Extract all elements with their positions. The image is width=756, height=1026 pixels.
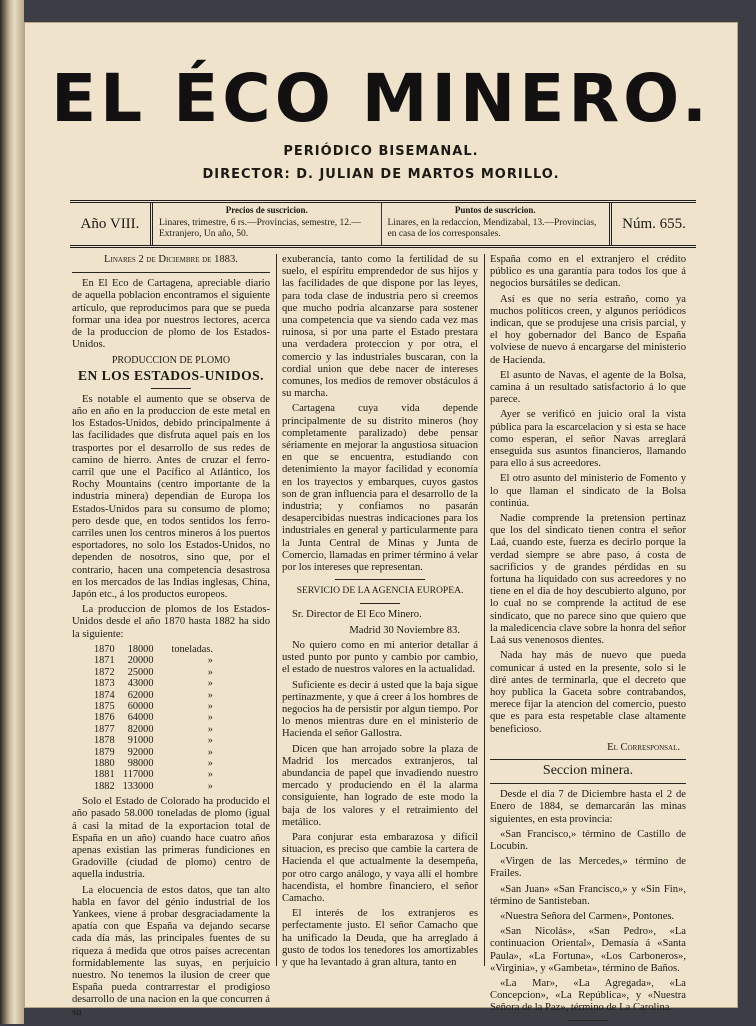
table-row — [94, 724, 221, 735]
letter-paragraph: El asunto de Navas, el agente de la Bolsa, camina á un resultado satisfactorio á lo que parece. — [490, 369, 686, 406]
place-date: Madrid 30 Noviembre 83. — [349, 624, 460, 636]
subscription-points — [381, 203, 610, 245]
mines-paragraph: «La Mar», «La Agregada», «La Concepcion», «La República», y «Nuestra Señora de la Paz», término de La Carolina. — [490, 977, 686, 1014]
year-cell: 1873 — [94, 678, 115, 690]
value-cell: 98000 — [127, 757, 154, 769]
table-row — [94, 781, 221, 792]
ditto-cell: » — [207, 746, 213, 758]
year-cell: 1880 — [94, 757, 115, 769]
table-row — [94, 701, 221, 712]
letter-paragraph: Así es que no seria estraño, como ya muchos políticos creen, y algunos periódicos indican, que se produjese una crisis parcial, y el hoy gobernador del Banco de España volviese de nuevo á encargarse del ministerio de Hacienda. — [490, 293, 686, 366]
article-paragraph: Es notable el aumento que se observa de año en año en la produccion de este metal en los Estados-Unidos, debido principalmente á las facilidades que disfruta aquel país en los trasportes por el desarrollo de sus redes de camino de hierro. Antes de cruzar el ferro-carril que une el Pacífico al Atlántico, los Rochy Mountains (centro importante de la industria minera) dependian de Europa los Estados-Unidos para su consumo de plomo; pero desde que, en todos sentidos los ferro-carriles unen los centros mineros á los puertos esportadores, no solo los Estados-Unidos, no dependen de nosotros, sino que, por el contrario, hacen una competencia desastrosa en los mercados de las Indias inglesas, China, Japón etc., á los productos europeos. — [72, 393, 270, 601]
year-cell: 1876 — [94, 712, 115, 724]
divider — [360, 603, 400, 604]
year-cell: 1872 — [94, 666, 115, 678]
signature: El Corresponsal. — [607, 741, 680, 753]
column-1 — [72, 254, 270, 1022]
ditto-cell: » — [207, 712, 213, 724]
mines-paragraph: «San Juan» «San Francisco,» y «Sin Fin», término de Santisteban. — [490, 883, 686, 907]
value-cell: 91000 — [127, 735, 154, 747]
service-heading: SERVICIO DE LA AGENCIA EUROPEA. — [296, 585, 464, 597]
divider — [151, 388, 191, 389]
newspaper-page — [24, 22, 738, 1018]
letter-paragraph: Nada hay más de nuevo que pueda comunicar á usted en la presente, solo si le diré antes de terminarla, que el decreto que hoy publica la Gaceta sobre contrabandos, merece fijar la atencion del comercio, puesto que es para esta respetable clase altamente beneficioso. — [490, 650, 686, 735]
mines-paragraph: «San Francisco,» término de Castillo de Locubin. — [490, 828, 686, 852]
newspaper-title: EL ÉCO MINERO. — [51, 60, 711, 137]
value-cell: 43000 — [127, 678, 154, 690]
article-paragraph: Solo el Estado de Colorado ha producido el año pasado 58.000 toneladas de plomo (igual á casi la mitad de la exportacion total de España en un año) cuando hace cuatro años apenas existian las primeras fundiciones en Gradoville (ciudad de plomo) centro de aquella industria. — [72, 796, 270, 881]
ditto-cell: » — [207, 678, 213, 690]
newspaper-subtitle: PERIÓDICO BISEMANAL. — [283, 144, 479, 159]
letter-paragraph: España como en el extranjero el crédito público es una garantía para todos los que á negocios bursátiles se dedican. — [490, 254, 686, 290]
ditto-cell: » — [207, 757, 213, 769]
year-label: Año VIII. — [70, 203, 153, 245]
letter-paragraph: Ayer se verificó en juicio oral la vista pública para la escarcelacion y si esta se hace como esperan, el señor Navas arreglará enseguida sus asuntos financieros, llamando para ello á sus acreedores. — [490, 409, 686, 470]
mines-paragraph: Desde el dia 7 de Diciembre hasta el 2 de Enero de 1884, se demarcarán las minas siguientes, en esta provincia: — [490, 789, 686, 825]
article-paragraph: La produccion de plomos de los Estados-Unidos desde el año 1870 hasta 1882 ha sido la siguiente: — [72, 604, 270, 640]
ditto-cell: » — [207, 700, 213, 712]
mines-paragraph: «San Nicolás», «San Pedro», «La continuacion Oriental», Demasía á «Santa Paula», «La Fortuna», «Los Carboneros», «Virginia», y «Gambeta», término de Baños. — [490, 926, 686, 974]
article-paragraph: La elocuencia de estos datos, que tan alto habla en favor del génio industrial de los Yankees, viene á probar desgraciadamente la apatía con que España va dejando secarse cada día más, las principales fuentes de su riqueza á medida que otros países acrecentan formidablemente las suyas, en perjuicio nuestro. No tenemos la ilusion de creer que España pueda contrarrestar el prodigioso desarrollo de una nacion en la que concurren á su — [72, 884, 270, 1018]
table-row — [94, 747, 221, 758]
ditto-cell: » — [207, 655, 213, 667]
letter-paragraph: No quiero como en mi anterior detallar á usted punto por punto y cambio por cambio, el estado de nuestros valores en la actualidad. — [282, 639, 478, 676]
prices-heading: Precios de suscricion. — [225, 205, 308, 215]
column-rule — [484, 254, 485, 966]
intro-paragraph: En El Eco de Cartagena, apreciable diario de aquella poblacion encontramos el siguiente artículo, que reproducimos para que se pueda formar una idea por nuestros lectores, acerca de la produccion de plomo de los Estados-Unidos. — [72, 278, 270, 351]
year-cell: 1874 — [94, 689, 115, 701]
production-table — [94, 644, 221, 792]
subscription-prices — [153, 203, 381, 245]
ditto-cell: » — [207, 666, 213, 678]
value-cell: 64000 — [127, 712, 154, 724]
letter-paragraph: Nadie comprende la pretension pertinaz que los del sindicato tienen contra el señor Laá, cuando este, fuerza es decirlo porque la verdad siempre se abre paso, á costa de sacrificios y de grandes pérdidas en su fortuna ha liquidado con sus acreedores y no tiene en el dia de hoy descubierto alguno, por lo cual no se comprende la actitud de ese sindicato, que no parece sino que quiero que la maledicencia clave sobre la honra del señor Laá sus venenosos dientes. — [490, 513, 686, 647]
info-bar — [70, 200, 696, 248]
salutation: Sr. Director de El Eco Minero. — [292, 609, 422, 621]
value-cell: 117000 — [122, 769, 154, 781]
points-text: Linares, en la redaccion, Mendizabal, 13.—Provincias, en casa de los corresponsales. — [387, 218, 597, 239]
director-line: DIRECTOR: D. JULIAN DE MARTOS MORILLO. — [202, 167, 560, 182]
value-cell: 133000 — [122, 780, 154, 792]
ditto-cell: » — [207, 769, 213, 781]
table-row — [94, 735, 221, 746]
value-cell: 92000 — [127, 746, 154, 758]
year-cell: 1870 — [94, 643, 115, 655]
value-cell: 20000 — [127, 655, 154, 667]
table-row — [94, 678, 221, 689]
ditto-cell: » — [207, 735, 213, 747]
table-row — [94, 769, 221, 780]
table-row — [94, 667, 221, 678]
section-heading: Seccion minera. — [542, 762, 634, 778]
table-row — [94, 644, 221, 655]
divider — [335, 579, 425, 580]
letter-paragraph: Para conjurar esta embarazosa y difícil situacion, es preciso que cambie la cartera de Hacienda el que actualmente la desempeña, por otro cargo análogo, y vaya allí el hombre hacendista, el hombre financiero, el señor Camacho. — [282, 831, 478, 904]
year-cell: 1878 — [94, 735, 115, 747]
letter-paragraph: El otro asunto del ministerio de Fomento y lo que llaman el sindicato de la Bolsa continúa. — [490, 473, 686, 509]
column-rule — [276, 254, 277, 966]
dateline: Linares 2 de Diciembre de 1883. — [104, 254, 238, 265]
year-cell: 1877 — [94, 723, 115, 735]
ditto-cell: » — [207, 689, 213, 701]
column-3 — [490, 254, 686, 1026]
value-cell: 18000 — [127, 643, 154, 655]
divider — [490, 759, 686, 760]
table-row — [94, 690, 221, 701]
article-paragraph: exuberancia, tanto como la fertilidad de su suelo, el espíritu emprendedor de sus hijos y las facilidades de que dispone por las leyes, para toda clase de industria pero si creemos que mucho podria alcanzarse para sostener una competencia que va siendo cada vez mas ruinosa, si por una parte el Estado prestara una verdadera proteccion y por otra, el comercio y las industriales buscaran, con la cordial union que debe nacer de intereses comunes, los medios de remover obstáculos á su marcha. — [282, 254, 478, 400]
letter-paragraph: El interés de los extranjeros es perfectamente justo. El señor Camacho que ha unificado la Deuda, que ha arreglado á gusto de todos los tenedores los amortizables y que ha levantado á gran altura, tanto en — [282, 908, 478, 968]
ditto-cell: » — [207, 780, 213, 792]
year-cell: 1882 — [94, 780, 115, 792]
masthead — [24, 22, 738, 182]
points-heading: Puntos de suscricion. — [454, 205, 536, 215]
letter-paragraph: Suficiente es decir á usted que la baja sigue pertinazmente, y que á creer á los hombres de negocios ha de persistir por algun tiempo. Por lo menos mientras dure en el ministerio de Hacienda el señor Gallostra. — [282, 679, 478, 740]
year-cell: 1871 — [94, 655, 115, 667]
prices-text: Linares, trimestre, 6 rs.—Provincias, semestre, 12.—Extranjero, Un año, 50. — [159, 218, 361, 239]
issue-number: Núm. 655. — [609, 203, 696, 245]
article-kicker: PRODUCCION DE PLOMO — [111, 355, 231, 367]
year-cell: 1879 — [94, 746, 115, 758]
value-cell: 25000 — [127, 666, 154, 678]
article-paragraph: Cartagena cuya vida depende principalmente de su distrito mineros (hoy completamente paralizado) debe pensar sériamente en mejorar la angustiosa situacion en que se encuentra, estudiando con detenimiento la mayor facilidad y economía en los trayectos y embarques, cuyos gastos son de gran influencia para el desarrollo de la industria; y confiamos no pasarán desapercibidas nuestras indicaciones para los industriales en general y particularmente para la Junta Central de Minas y Junta de Comercio, llamadas en primer término á velar por los intereses que representan. — [282, 403, 478, 574]
value-cell: 82000 — [127, 723, 154, 735]
article-headline: EN LOS ESTADOS-UNIDOS. — [78, 367, 264, 383]
divider — [568, 1020, 608, 1021]
year-cell: 1881 — [94, 769, 115, 781]
divider — [72, 272, 270, 273]
table-row — [94, 758, 221, 769]
year-cell: 1875 — [94, 700, 115, 712]
letter-paragraph: Dicen que han arrojado sobre la plaza de Madrid los mercados extranjeros, tal abundancia de papel que invadiendo nuestro mercado y produciendo en él la alarma consiguiente, han logrado de este modo la baja de los valores y el retraimiento del metálico. — [282, 743, 478, 828]
column-2 — [282, 254, 478, 972]
ditto-cell: » — [207, 723, 213, 735]
table-row — [94, 655, 221, 666]
unit-cell: toneladas. — [171, 643, 213, 655]
value-cell: 62000 — [127, 689, 154, 701]
mines-paragraph: «Nuestra Señora del Carmen», Pontones. — [500, 910, 675, 922]
book-binding — [0, 0, 24, 1024]
divider — [490, 783, 686, 784]
value-cell: 60000 — [127, 700, 154, 712]
mines-paragraph: «Virgen de las Mercedes,» término de Frailes. — [490, 856, 686, 880]
table-row — [94, 712, 221, 723]
